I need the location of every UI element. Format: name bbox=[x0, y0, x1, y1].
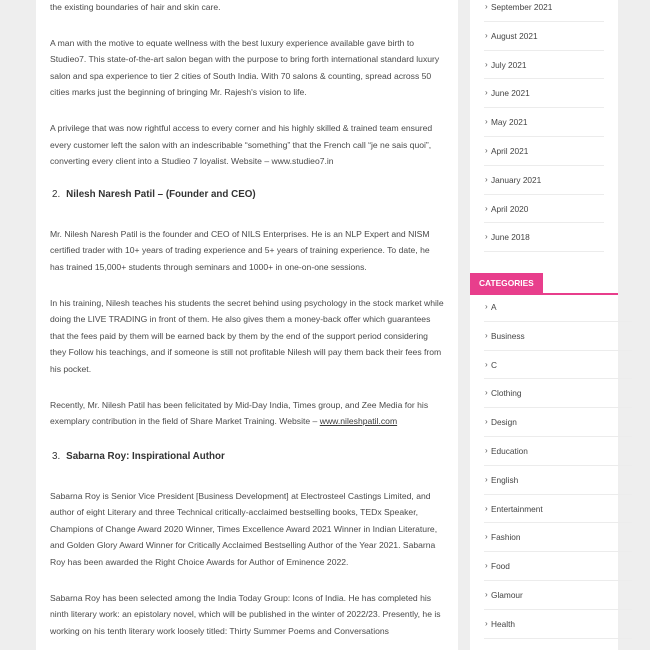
archive-item[interactable] bbox=[484, 195, 604, 224]
chevron-right-icon: › bbox=[485, 445, 488, 455]
archive-item[interactable] bbox=[484, 79, 604, 108]
chevron-right-icon: › bbox=[485, 532, 488, 542]
category-label: Fashion bbox=[491, 532, 521, 543]
category-label: A bbox=[491, 302, 497, 312]
paragraph-nilesh-bio: Mr. Nilesh Naresh Patil is the founder and CEO of NILS Enterprises. He is an NLP Expert and NISM certified trader with 10+ years of trading experience and 5+ years of training experience. To date, he has trained 15,000+ students through seminars and 1000+ in one-on-one sessions. bbox=[50, 228, 430, 272]
category-label: C bbox=[491, 359, 497, 370]
category-item[interactable] bbox=[484, 523, 632, 552]
archive-label: August 2021 bbox=[491, 30, 538, 41]
category-label: Health bbox=[491, 618, 515, 629]
section-number: 3. bbox=[52, 450, 61, 462]
section-heading-sabarna bbox=[50, 449, 444, 465]
archives-list bbox=[470, 0, 618, 252]
paragraph-sabarna-icons: Sabarna Roy has been selected among the India Today Group: Icons of India. He has completed his ninth literary work: an epistolary novel, which will be published in the winter of 2022/23. Presently, he is working on his tenth literary work loosely titled: Thirty Summer Poems and Conversations bbox=[50, 592, 441, 636]
category-item[interactable] bbox=[484, 408, 632, 437]
archive-label: September 2021 bbox=[491, 2, 553, 12]
section-title: Nilesh Naresh Patil – (Founder and CEO) bbox=[66, 188, 256, 200]
section-heading-nilesh bbox=[50, 187, 444, 203]
paragraph-nilesh-recognition bbox=[50, 397, 444, 430]
chevron-right-icon: › bbox=[485, 359, 488, 369]
category-item[interactable] bbox=[484, 466, 632, 495]
category-item[interactable] bbox=[484, 552, 632, 581]
chevron-right-icon: › bbox=[485, 174, 488, 184]
archive-item[interactable] bbox=[484, 137, 604, 166]
category-item[interactable] bbox=[484, 379, 632, 408]
categories-list bbox=[470, 293, 646, 639]
category-item[interactable] bbox=[484, 610, 632, 639]
chevron-right-icon: › bbox=[485, 503, 488, 513]
category-item[interactable] bbox=[484, 437, 632, 466]
recognition-text: Recently, Mr. Nilesh Patil has been felicitated by Mid-Day India, Times group, and Zee Media for his exemplary contribution in the field of Share Market Training. Website – bbox=[50, 399, 429, 427]
sidebar bbox=[470, 0, 618, 650]
category-item[interactable] bbox=[484, 495, 632, 524]
chevron-right-icon: › bbox=[485, 203, 488, 213]
category-item[interactable] bbox=[484, 293, 632, 322]
chevron-right-icon: › bbox=[485, 589, 488, 599]
paragraph-intro-end: the existing boundaries of hair and skin care. bbox=[50, 2, 221, 12]
archive-item[interactable] bbox=[484, 223, 604, 252]
chevron-right-icon: › bbox=[485, 302, 488, 311]
paragraph-studieo7-origin: A man with the motive to equate wellness with the best luxury experience available gave birth to Studieo7. This state-of-the-art salon began with the purpose to bring forth international standard luxury salon and spa experience to tier 2 cities of South India. With 70 salons & counting, spread across 50 cities marks just the beginning of bringing Mr. Rajesh's vision to life. bbox=[50, 37, 440, 98]
section-title: Sabarna Roy: Inspirational Author bbox=[66, 450, 225, 462]
section-number: 2. bbox=[52, 188, 61, 200]
archive-label: June 2021 bbox=[491, 88, 530, 99]
category-label: Entertainment bbox=[491, 503, 543, 514]
categories-header bbox=[470, 273, 618, 295]
chevron-right-icon: › bbox=[485, 88, 488, 98]
paragraph-studieo7-privilege: A privilege that was now rightful access to every corner and his highly skilled & trained team ensured every customer left the salon with an indescribable “something” that the French call “je ne sais quoi”, converting every client into a Studieo 7 loyalist. Website – www.studieo7.in bbox=[50, 122, 433, 167]
archive-item[interactable] bbox=[484, 108, 604, 137]
archive-label: June 2018 bbox=[491, 232, 530, 243]
chevron-right-icon: › bbox=[485, 117, 488, 127]
category-label: Business bbox=[491, 330, 525, 341]
paragraph-sabarna-bio: Sabarna Roy is Senior Vice President [Business Development] at Electrosteel Castings Limited, and author of eight Literary and three Technical critically-acclaimed bestselling books, TEDx Speaker, Champions of Change Award 2020 Winner, Times Excellence Award 2021 Winner in Indian Literature, and Golden Glory Award Winner for Critically Acclaimed Bestselling Author of the Year 2021. Sabarna Roy has been awarded the Right Choice Awards for Author of Eminence 2022. bbox=[50, 490, 438, 568]
category-label: Glamour bbox=[491, 589, 523, 600]
article-content bbox=[36, 0, 458, 650]
archive-label: April 2021 bbox=[491, 145, 529, 156]
chevron-right-icon: › bbox=[485, 30, 488, 40]
category-label: English bbox=[491, 474, 519, 485]
category-item[interactable] bbox=[484, 322, 632, 351]
nileshpatil-link[interactable]: www.nileshpatil.com bbox=[319, 416, 398, 427]
archive-label: July 2021 bbox=[491, 59, 527, 70]
category-label: Education bbox=[491, 445, 528, 456]
chevron-right-icon: › bbox=[485, 145, 488, 155]
chevron-right-icon: › bbox=[485, 618, 488, 628]
category-label: Clothing bbox=[491, 388, 522, 399]
archive-item[interactable] bbox=[484, 166, 604, 195]
category-item[interactable] bbox=[484, 351, 632, 380]
chevron-right-icon: › bbox=[485, 330, 488, 340]
chevron-right-icon: › bbox=[485, 561, 488, 571]
archive-label: May 2021 bbox=[491, 117, 528, 128]
chevron-right-icon: › bbox=[485, 59, 488, 69]
chevron-right-icon: › bbox=[485, 474, 488, 484]
category-label: Design bbox=[491, 417, 517, 428]
paragraph-nilesh-training: In his training, Nilesh teaches his students the secret behind using psychology in the stock market while doing the LIVE TRADING in front of them. He also gives them a money-back offer which guarantees that the fees paid by them will be earned back by them by the end of the support period considering they Follow his teachings, and if someone is still not profitable Nilesh will pay them back their fees from his pocket. bbox=[50, 297, 444, 374]
chevron-right-icon: › bbox=[485, 388, 488, 398]
archive-label: April 2020 bbox=[491, 203, 529, 214]
category-item[interactable] bbox=[484, 581, 632, 610]
archive-item[interactable] bbox=[484, 22, 604, 51]
category-label: Food bbox=[491, 561, 510, 572]
archive-item[interactable] bbox=[484, 0, 604, 22]
chevron-right-icon: › bbox=[485, 417, 488, 427]
archive-label: January 2021 bbox=[491, 174, 542, 185]
chevron-right-icon: › bbox=[485, 232, 488, 242]
chevron-right-icon: › bbox=[485, 2, 488, 11]
archive-item[interactable] bbox=[484, 51, 604, 80]
categories-title: CATEGORIES bbox=[470, 273, 543, 293]
